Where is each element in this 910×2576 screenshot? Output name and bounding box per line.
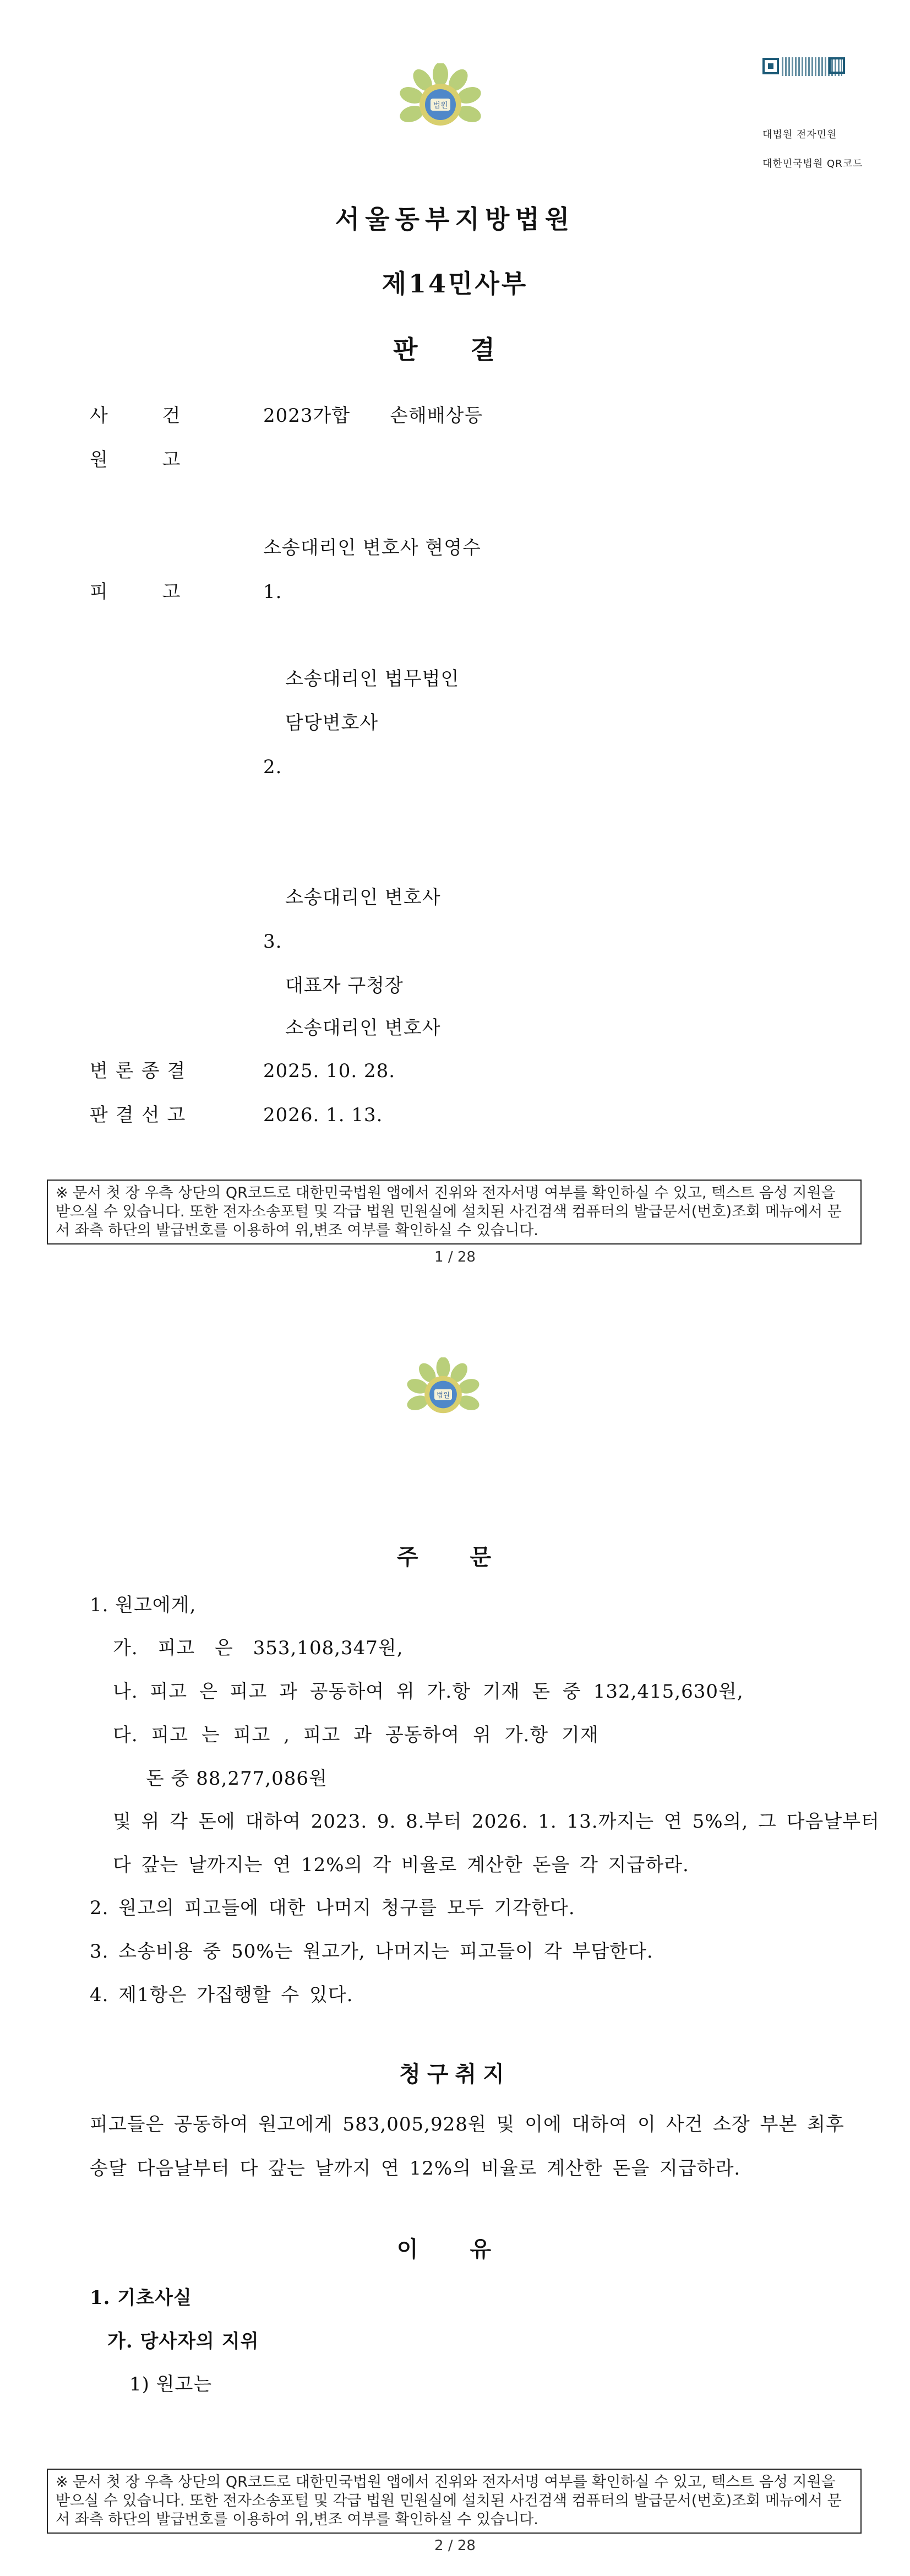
order-line-6: 및 위 각 돈에 대하여 2023. 9. 8.부터 2026. 1. 13.까지는 연 5%의, 그 다음날부터 xyxy=(113,1811,880,1833)
division-name: 제14민사부 xyxy=(382,269,528,298)
label-plaintiff: 원 고 xyxy=(90,449,205,471)
claim-line-1: 피고들은 공동하여 원고에게 583,005,928원 및 이에 대하여 이 사건 소장 부본 최후 xyxy=(90,2113,844,2135)
authenticity-notice-2: ※ 문서 첫 장 우측 상단의 QR코드로 대한민국법원 앱에서 진위와 전자서명 여부를 확인하실 수 있고, 텍스트 음성 지원을 받으실 수 있습니다. 또한 전자소송포털 및 각급 법원 민원실에 설치된 사건검색 컴퓨터의 발급문서(번호)조회 메뉴에서 문서 좌측 하단의 발급번호를 이용하여 위,변조 여부를 확인하실 수 있습니다. xyxy=(47,2469,862,2534)
claim-line-2: 송달 다음날부터 다 갚는 날까지 연 12%의 비율로 계산한 돈을 지급하라. xyxy=(90,2157,741,2180)
claim-title: 청구취지 xyxy=(399,2061,511,2087)
order-title: 주 문 xyxy=(396,1544,514,1570)
authenticity-notice: ※ 문서 첫 장 우측 상단의 QR코드로 대한민국법원 앱에서 진위와 전자서명 여부를 확인하실 수 있고, 텍스트 음성 지원을 받으실 수 있습니다. 또한 전자소송포털 및 각급 법원 민원실에 설치된 사건검색 컴퓨터의 발급문서(번호)조회 메뉴에서 문서 좌측 하단의 발급번호를 이용하여 위,변조 여부를 확인하실 수 있습니다. xyxy=(47,1180,862,1244)
reason-title: 이 유 xyxy=(396,2236,514,2262)
page-number-2: 2 / 28 xyxy=(434,2537,476,2554)
label-defendant: 피 고 xyxy=(90,581,205,603)
order-line-4: 다. 피고 는 피고 , 피고 과 공동하여 위 가.항 기재 xyxy=(113,1724,599,1746)
defendant-1-lawyer: 담당변호사 xyxy=(285,712,379,734)
label-closing: 변론종결 xyxy=(90,1060,193,1082)
plaintiff-attorney: 소송대리인 변호사 현영수 xyxy=(263,537,481,559)
document-title: 판 결 xyxy=(393,335,517,365)
defendant-2: 2. xyxy=(263,756,282,778)
defendant-1-firm: 소송대리인 법무법인 xyxy=(285,668,460,690)
defendant-3: 3. xyxy=(263,931,282,953)
order-line-8: 2. 원고의 피고들에 대한 나머지 청구를 모두 기각한다. xyxy=(90,1897,575,1919)
page-number: 1 / 28 xyxy=(434,1249,476,1265)
qr-text-2: 대한민국법원 QR코드 xyxy=(762,158,863,170)
order-line-3: 나. 피고 은 피고 과 공동하여 위 가.항 기재 돈 중 132,415,630원, xyxy=(113,1681,744,1703)
reason-line-2: 가. 당사자의 지위 xyxy=(107,2330,259,2352)
defendant-3-representative: 대표자 구청장 xyxy=(285,975,404,997)
svg-text:법원: 법원 xyxy=(436,1390,450,1399)
value-closing: 2025. 10. 28. xyxy=(263,1060,396,1082)
qr-text-1: 대법원 전자민원 xyxy=(762,129,837,140)
defendant-2-attorney: 소송대리인 변호사 xyxy=(285,887,441,909)
order-line-2: 가. 피고 은 353,108,347원, xyxy=(113,1637,404,1659)
reason-line-1: 1. 기초사실 xyxy=(90,2287,192,2309)
label-case: 사 건 xyxy=(90,405,205,427)
defendant-1: 1. xyxy=(263,581,282,603)
order-line-9: 3. 소송비용 중 50%는 원고가, 나머지는 피고들이 각 부담한다. xyxy=(90,1941,653,1963)
reason-line-3: 1) 원고는 xyxy=(129,2373,212,2395)
order-line-7: 다 갚는 날까지는 연 12%의 각 비율로 계산한 돈을 각 지급하라. xyxy=(113,1854,689,1876)
qr-code-icon-2 xyxy=(829,57,845,74)
court-emblem-icon xyxy=(399,1357,487,1432)
order-line-5: 돈 중 88,277,086원 xyxy=(146,1768,328,1790)
value-judgment: 2026. 1. 13. xyxy=(263,1104,383,1126)
label-judgment: 판결선고 xyxy=(90,1104,193,1126)
qr-code-icon xyxy=(762,58,779,74)
court-emblem-icon xyxy=(391,63,490,146)
order-line-1: 1. 원고에게, xyxy=(90,1594,197,1616)
court-name: 서울동부지방법원 xyxy=(335,204,575,234)
value-case: 2023가합 손해배상등 xyxy=(263,405,483,427)
svg-text:법원: 법원 xyxy=(433,101,448,110)
defendant-3-attorney: 소송대리인 변호사 xyxy=(285,1017,441,1039)
order-line-10: 4. 제1항은 가집행할 수 있다. xyxy=(90,1984,353,2006)
